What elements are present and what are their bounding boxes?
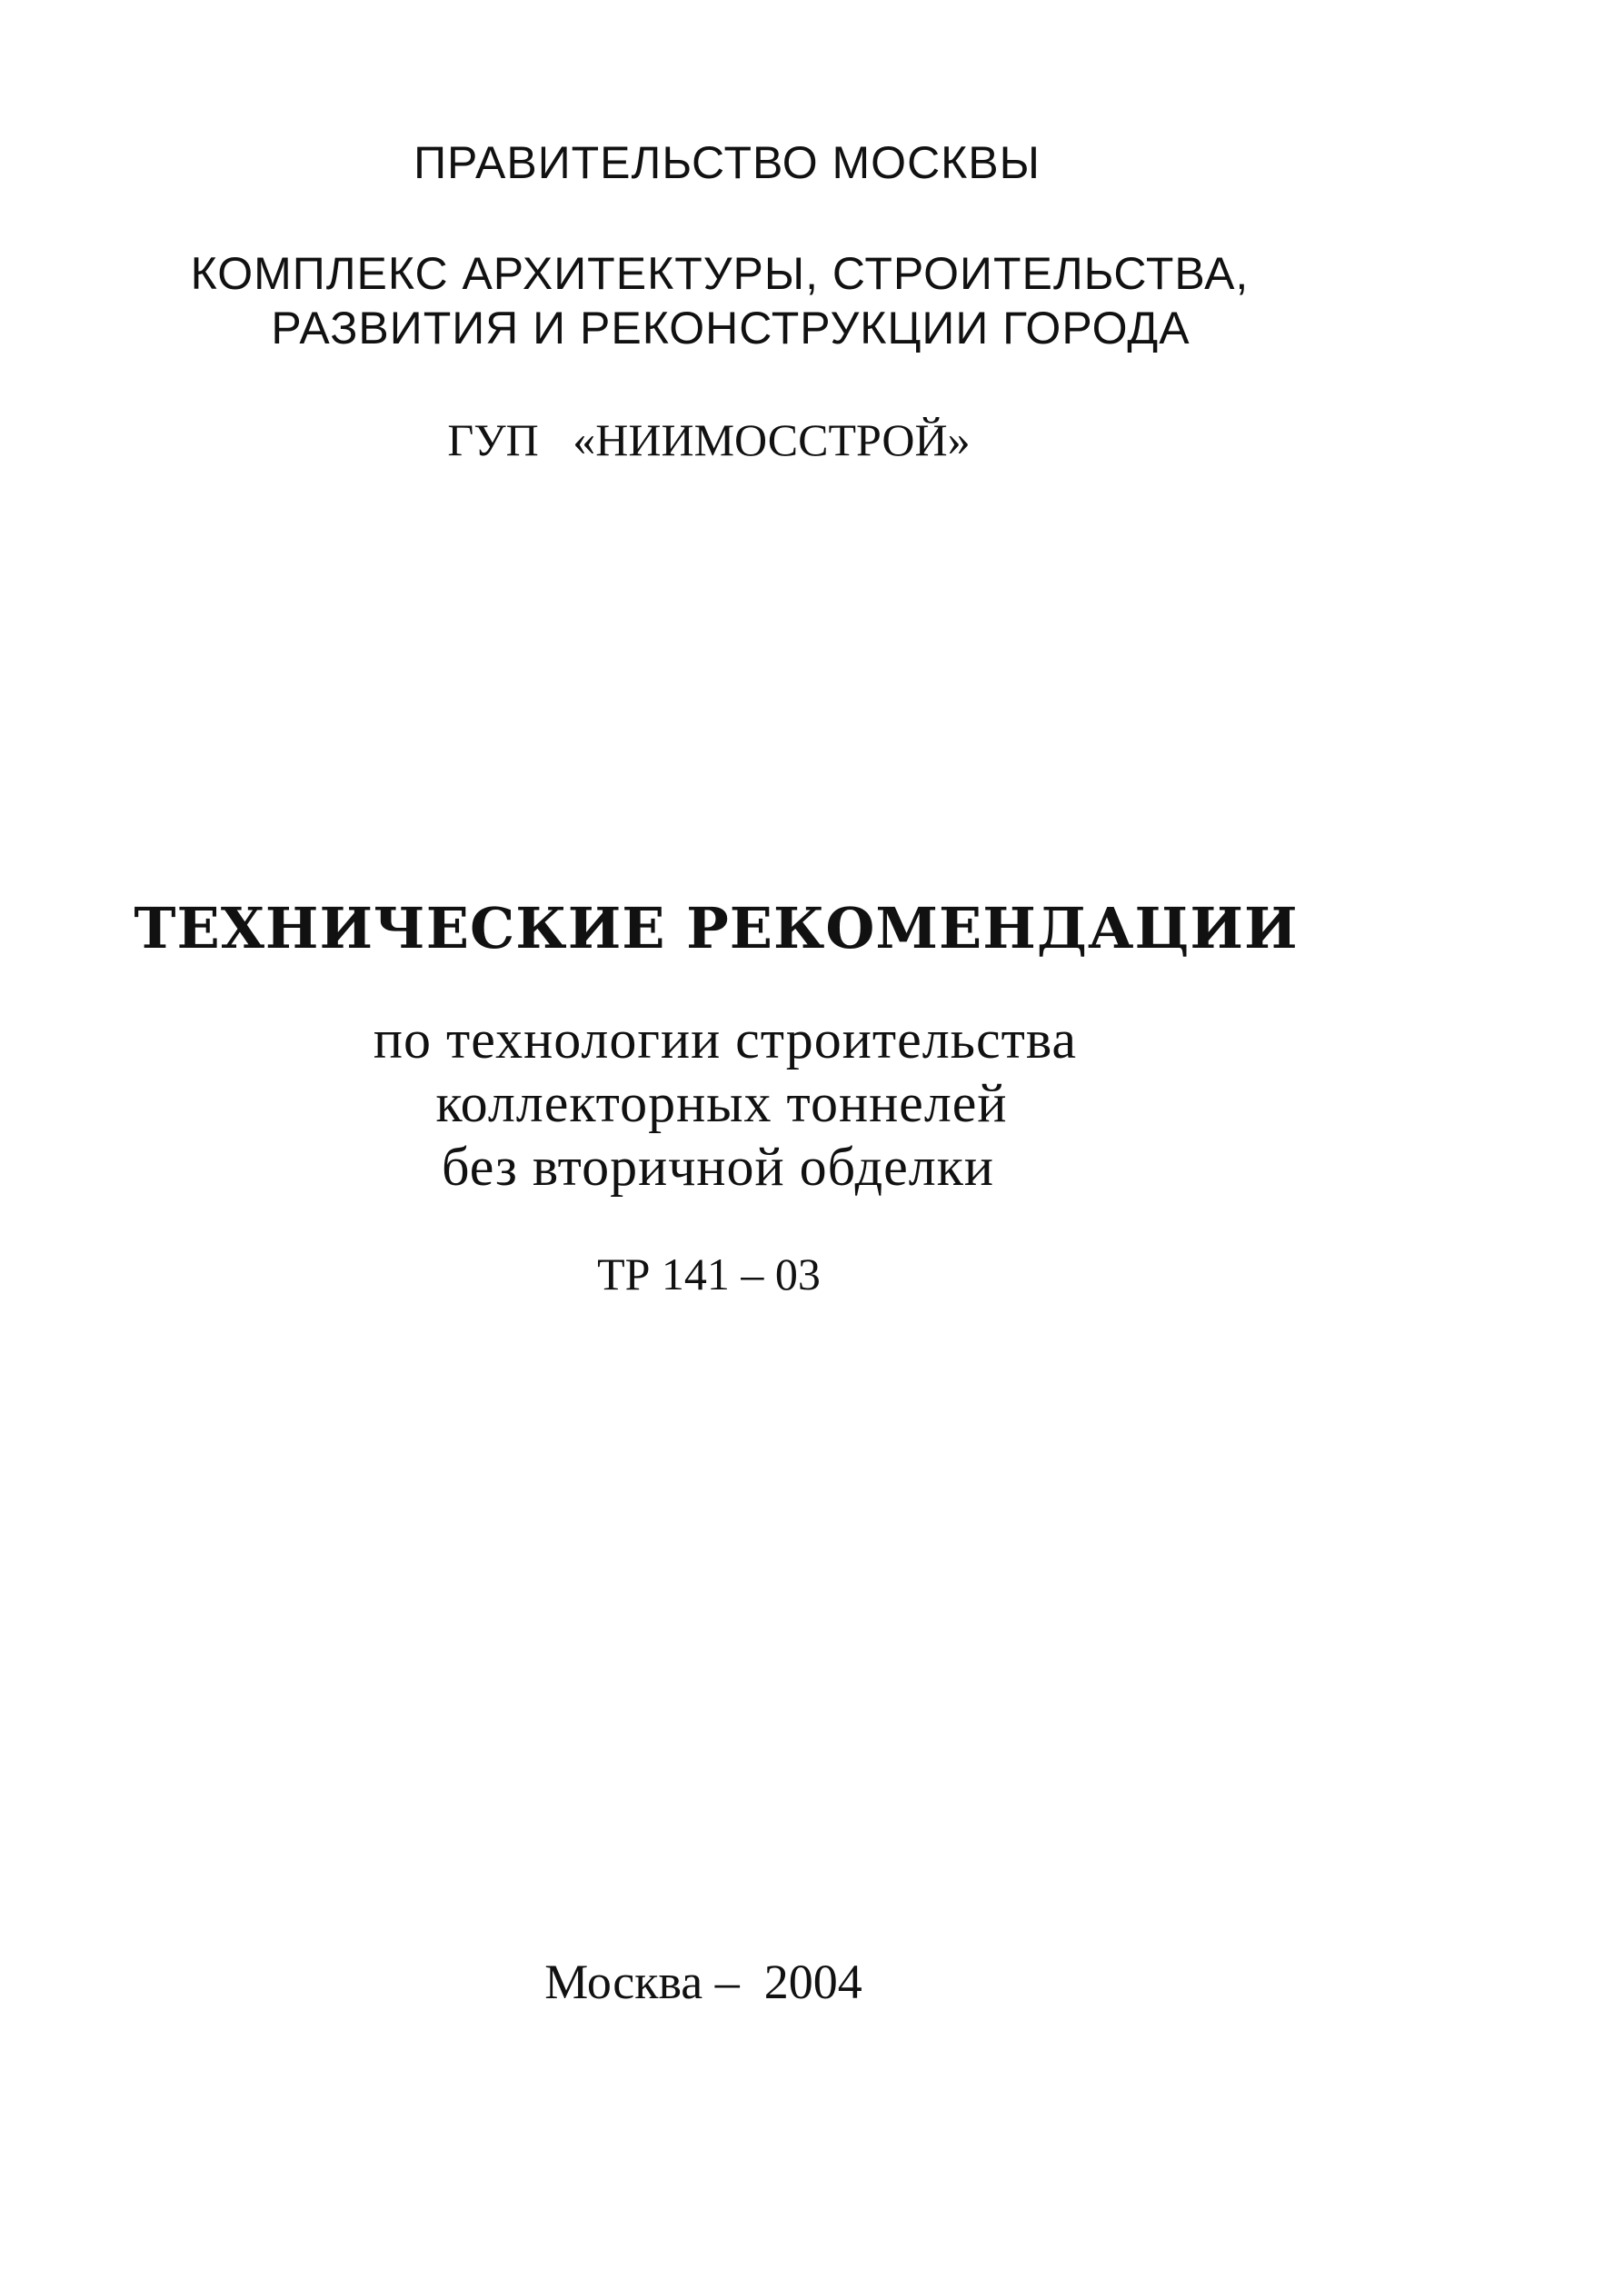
document-code: ТР 141 – 03 xyxy=(597,1249,821,1299)
subtitle-line-1: по технологии строительства xyxy=(373,1010,1078,1070)
government-name: ПРАВИТЕЛЬСТВО МОСКВЫ xyxy=(413,137,1041,188)
document-title: ТЕХНИЧЕСКИЕ РЕКОМЕНДАЦИИ xyxy=(134,895,1299,961)
complex-name-line-2: РАЗВИТИЯ И РЕКОНСТРУКЦИИ ГОРОДА xyxy=(271,303,1191,353)
organization-name: ГУП «НИИМОССТРОЙ» xyxy=(447,414,971,465)
complex-name-line-1: КОМПЛЕКС АРХИТЕКТУРЫ, СТРОИТЕЛЬСТВА, xyxy=(190,248,1250,299)
subtitle-line-2: коллекторных тоннелей xyxy=(435,1073,1008,1133)
place-and-year: Москва – 2004 xyxy=(544,1955,862,2009)
subtitle-line-3: без вторичной обделки xyxy=(442,1137,994,1197)
